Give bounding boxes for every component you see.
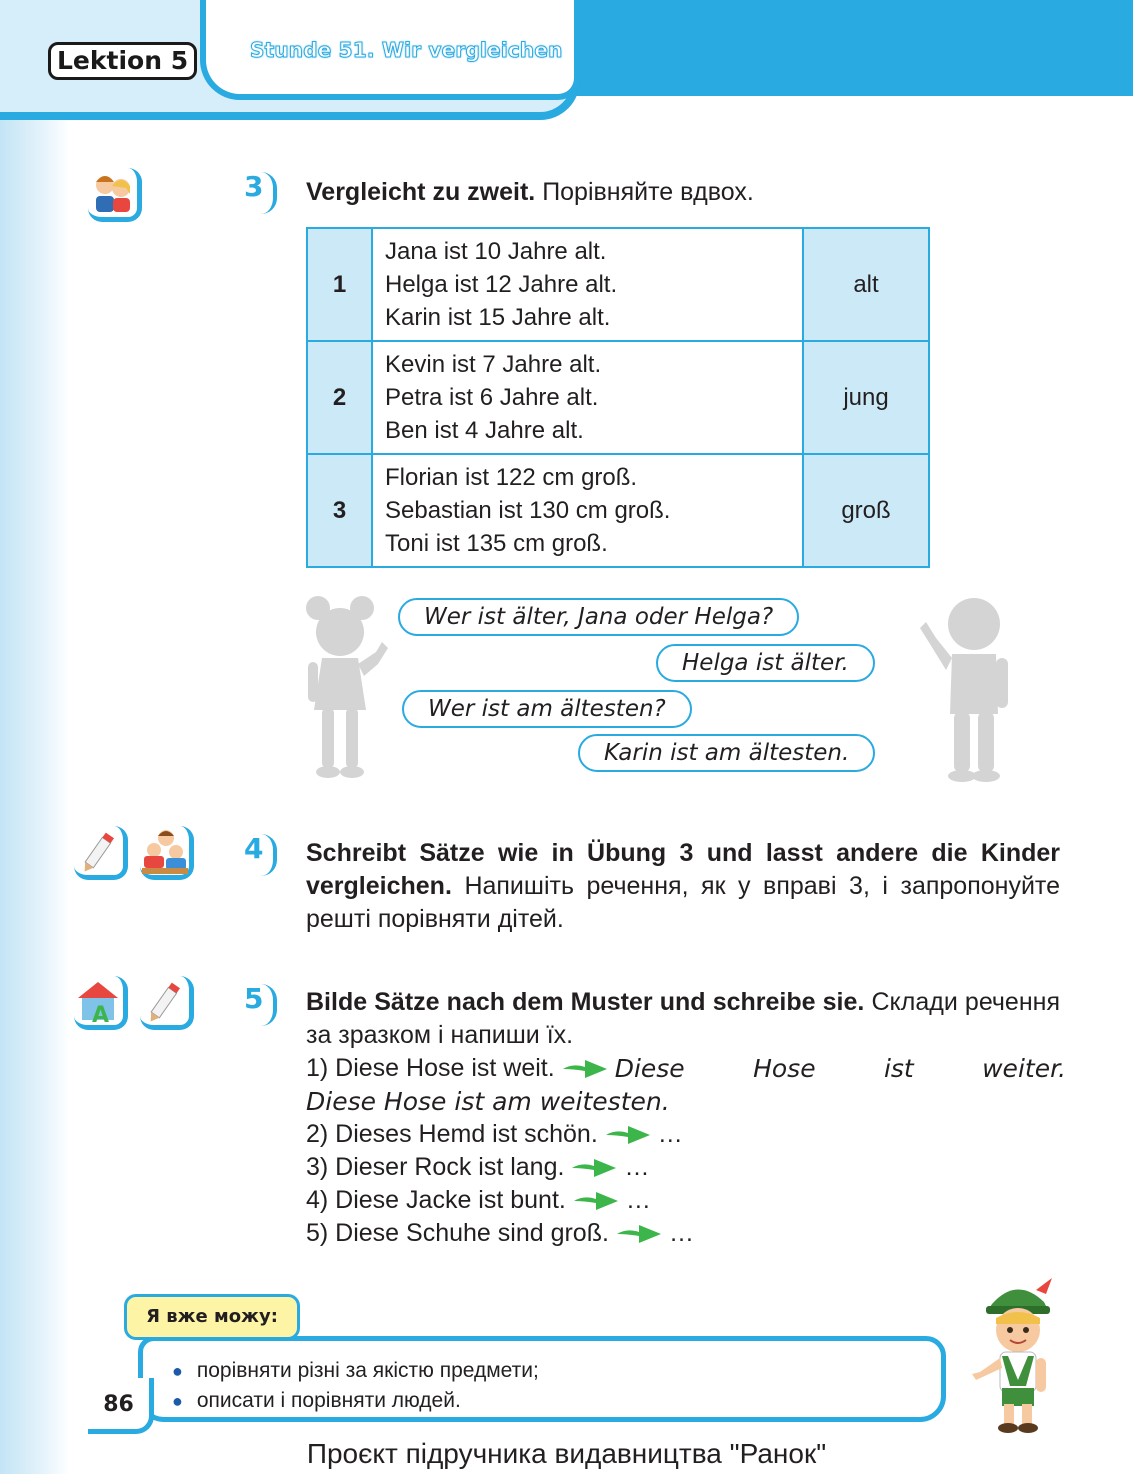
write-task-icon (140, 976, 194, 1030)
sentence: Petra ist 6 Jahre alt. (385, 384, 599, 411)
speech-bubble-question-1: Wer ist älter, Jana oder Helga? (398, 598, 799, 636)
green-arrow-icon (604, 1123, 652, 1147)
boy-mascot-icon (962, 1276, 1072, 1436)
pencil-icon (74, 826, 124, 876)
children-group-icon (140, 826, 190, 876)
abc-task-icon (74, 976, 128, 1030)
sentence: Florian ist 122 cm groß. (385, 464, 638, 491)
pencil-icon (140, 976, 190, 1026)
sentence: Ben ist 4 Jahre alt. (385, 417, 584, 444)
green-arrow-icon (561, 1057, 609, 1081)
can-do-list (172, 1356, 539, 1416)
example-answer-comparative: Diese Hose ist weiter. (614, 1054, 1066, 1083)
publisher-footer: Проєкт підручника видавництва "Ранок" (306, 1438, 827, 1469)
svg-text:A: A (92, 1003, 110, 1026)
item-text: 5) Diese Schuhe sind groß. (306, 1219, 609, 1247)
green-arrow-icon (570, 1156, 618, 1180)
row-adjective: groß (803, 454, 929, 567)
item-ellipsis: … (657, 1120, 683, 1148)
example-line (306, 1052, 1066, 1085)
row-sentences (372, 228, 803, 341)
item-ellipsis: … (668, 1219, 694, 1247)
sentence: Helga ist 12 Jahre alt. (385, 271, 618, 298)
sentence: Kevin ist 7 Jahre alt. (385, 351, 602, 378)
example-answer-superlative: Diese Hose ist am weitesten. (306, 1087, 670, 1116)
green-arrow-icon (615, 1222, 663, 1246)
speech-bubble-answer-2: Karin ist am ältesten. (578, 734, 875, 772)
group-work-icon (140, 826, 194, 880)
school-abc-icon (74, 976, 124, 1026)
left-decor-band (0, 0, 70, 1474)
list-item (306, 1217, 1066, 1250)
unit-title: Stunde 51. Wir vergleichen (250, 38, 563, 62)
task4-title-uk: Напишіть речення, як у вправі 3, і запропонуйте решті порівняти дітей. (306, 872, 1060, 933)
task5-example (306, 1052, 1066, 1118)
sentence: Sebastian ist 130 cm groß. (385, 497, 671, 524)
task5-title-uk: Склади речення за зразком і напиши їх. (306, 988, 1060, 1049)
boy-silhouette-icon (918, 592, 1014, 782)
comparison-table (306, 227, 930, 568)
pair-work-icon (88, 168, 142, 222)
list-item: ● порівняти різні за якістю предмети; (172, 1356, 539, 1386)
write-task-icon (74, 826, 128, 880)
task3-title-uk: Порівняйте вдвох. (542, 178, 754, 206)
page-number: 86 (88, 1378, 154, 1434)
task3-instruction (306, 176, 1066, 209)
table-row (307, 454, 929, 567)
task-number-3: 3 (244, 170, 264, 203)
item-text: 3) Dieser Rock ist lang. (306, 1153, 565, 1181)
task5-instruction (306, 986, 1060, 1052)
row-sentences (372, 341, 803, 454)
list-item (306, 1118, 1066, 1151)
speech-bubble-question-2: Wer ist am ältesten? (402, 690, 692, 728)
table-row (307, 341, 929, 454)
row-adjective: alt (803, 228, 929, 341)
row-sentences (372, 454, 803, 567)
list-item: ● описати і порівняти людей. (172, 1386, 539, 1416)
item-text: 4) Diese Jacke ist bunt. (306, 1186, 566, 1214)
can-do-title: Я вже можу: (124, 1294, 300, 1340)
lesson-badge: Lektion 5 (48, 42, 197, 80)
task-number-5: 5 (244, 982, 264, 1015)
example-prompt: 1) Diese Hose ist weit. (306, 1054, 555, 1082)
speech-bubble-answer-1: Helga ist älter. (656, 644, 875, 682)
item-ellipsis: … (625, 1186, 651, 1214)
item-text: 2) Dieses Hemd ist schön. (306, 1120, 598, 1148)
green-arrow-icon (572, 1189, 620, 1213)
sentence: Toni ist 135 cm groß. (385, 530, 608, 557)
task-number-4: 4 (244, 832, 264, 865)
task5-list (306, 1118, 1066, 1250)
task3-title-de: Vergleicht zu zweit. (306, 178, 536, 206)
sentence: Jana ist 10 Jahre alt. (385, 238, 607, 265)
task4-title-de: Schreibt Sätze wie in Übung 3 und lasst andere die Kinder vergleichen. (306, 839, 1060, 900)
list-item (306, 1151, 1066, 1184)
task5-title-de: Bilde Sätze nach dem Muster und schreibe sie. (306, 988, 865, 1016)
task4-instruction (306, 837, 1060, 936)
row-number: 1 (307, 228, 372, 341)
girl-silhouette-icon (300, 590, 390, 780)
table-row (307, 228, 929, 341)
list-item (306, 1184, 1066, 1217)
item-ellipsis: … (624, 1153, 650, 1181)
row-number: 3 (307, 454, 372, 567)
sentence: Karin ist 15 Jahre alt. (385, 304, 611, 331)
row-adjective: jung (803, 341, 929, 454)
row-number: 2 (307, 341, 372, 454)
